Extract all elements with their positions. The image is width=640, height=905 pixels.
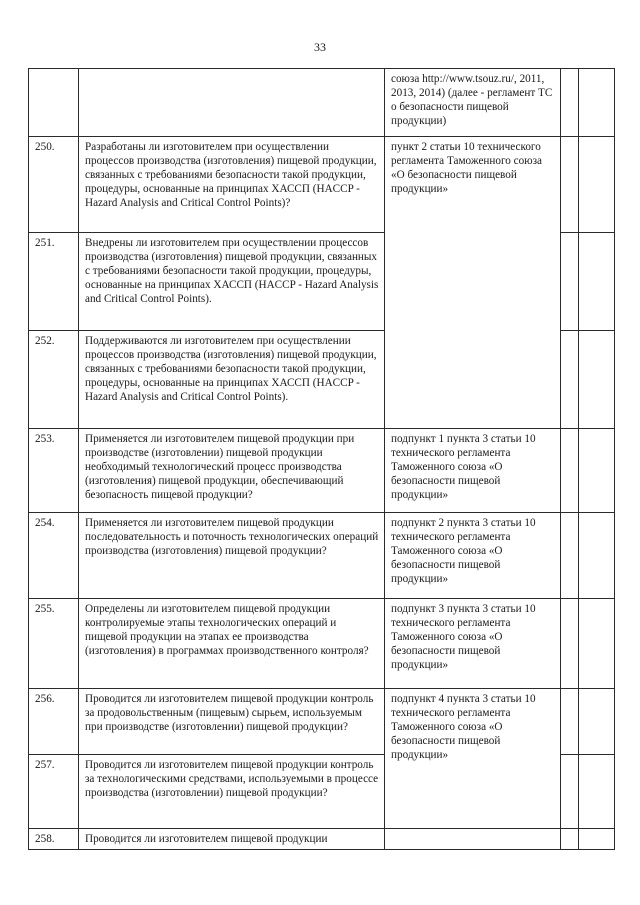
answer-cell [561, 429, 579, 513]
checklist-table [28, 68, 615, 850]
question-text [79, 69, 385, 137]
comment-cell [579, 429, 615, 513]
question-text: Внедрены ли изготовителем при осуществлении процессов производства (изготовления) пищевой продукции, связанных с требованиями безопасности такой продукции, процедуры, основанные на принципах ХАССП (HACCP - Hazard Analysis and Critical Control Points). [79, 233, 385, 331]
question-text: Поддерживаются ли изготовителем при осуществлении процессов производства (изготовления) пищевой продукции, связанных с требованиями безопасности такой продукции, процедуры, основанные на принципах ХАССП (HACCP - Hazard Analysis and Critical Control Points). [79, 331, 385, 429]
comment-cell [579, 137, 615, 233]
answer-cell [561, 829, 579, 850]
comment-cell [579, 599, 615, 689]
row-number: 255. [29, 599, 79, 689]
table-row [29, 513, 615, 599]
legal-reference: подпункт 1 пункта 3 статьи 10 технического регламента Таможенного союза «О безопасности пищевой продукции» [385, 429, 561, 513]
table-row [29, 429, 615, 513]
answer-cell [561, 331, 579, 429]
question-text: Применяется ли изготовителем пищевой продукции при производстве (изготовлении) пищевой продукции необходимый технологический процесс производства (изготовления) пищевой продукции, обеспечивающий безопасность пищевой продукции? [79, 429, 385, 513]
row-number: 251. [29, 233, 79, 331]
page-number: 33 [314, 40, 326, 54]
table-row [29, 137, 615, 233]
question-text: Разработаны ли изготовителем при осуществлении процессов производства (изготовления) пищевой продукции, связанных с требованиями безопасности такой продукции, процедуры, основанные на принципах ХАССП (HACCP - Hazard Analysis and Critical Control Points)? [79, 137, 385, 233]
row-number: 252. [29, 331, 79, 429]
answer-cell [561, 137, 579, 233]
row-number [29, 69, 79, 137]
table-row [29, 69, 615, 137]
row-number: 256. [29, 689, 79, 755]
answer-cell [561, 69, 579, 137]
answer-cell [561, 233, 579, 331]
answer-cell [561, 755, 579, 829]
legal-reference: подпункт 4 пункта 3 статьи 10 технического регламента Таможенного союза «О безопасности пищевой продукции» [385, 689, 561, 829]
comment-cell [579, 755, 615, 829]
row-number: 257. [29, 755, 79, 829]
legal-reference: подпункт 3 пункта 3 статьи 10 технического регламента Таможенного союза «О безопасности пищевой продукции» [385, 599, 561, 689]
row-number: 253. [29, 429, 79, 513]
question-text: Применяется ли изготовителем пищевой продукции последовательность и поточность технологических операций производства (изготовления) пищевой продукции? [79, 513, 385, 599]
comment-cell [579, 689, 615, 755]
comment-cell [579, 69, 615, 137]
question-text: Определены ли изготовителем пищевой продукции контролируемые этапы технологических операций и пищевой продукции на этапах ее производства (изготовления) в программах производственного контроля? [79, 599, 385, 689]
answer-cell [561, 599, 579, 689]
comment-cell [579, 233, 615, 331]
table-row [29, 829, 615, 850]
legal-reference: подпункт 2 пункта 3 статьи 10 технического регламента Таможенного союза «О безопасности пищевой продукции» [385, 513, 561, 599]
row-number: 254. [29, 513, 79, 599]
legal-reference: союза http://www.tsouz.ru/, 2011, 2013, 2014) (далее - регламент ТС о безопасности пищевой продукции) [385, 69, 561, 137]
comment-cell [579, 829, 615, 850]
comment-cell [579, 331, 615, 429]
legal-reference [385, 829, 561, 850]
comment-cell [579, 513, 615, 599]
question-text: Проводится ли изготовителем пищевой продукции [79, 829, 385, 850]
row-number: 250. [29, 137, 79, 233]
table-row [29, 689, 615, 755]
legal-reference: пункт 2 статьи 10 технического регламента Таможенного союза «О безопасности пищевой продукции» [385, 137, 561, 429]
table-row [29, 599, 615, 689]
answer-cell [561, 513, 579, 599]
question-text: Проводится ли изготовителем пищевой продукции контроль за продовольственным (пищевым) сырьем, используемым при производстве (изготовлении) пищевой продукции? [79, 689, 385, 755]
question-text: Проводится ли изготовителем пищевой продукции контроль за технологическими средствами, используемыми в процессе производства (изготовлении) пищевой продукции? [79, 755, 385, 829]
answer-cell [561, 689, 579, 755]
row-number: 258. [29, 829, 79, 850]
